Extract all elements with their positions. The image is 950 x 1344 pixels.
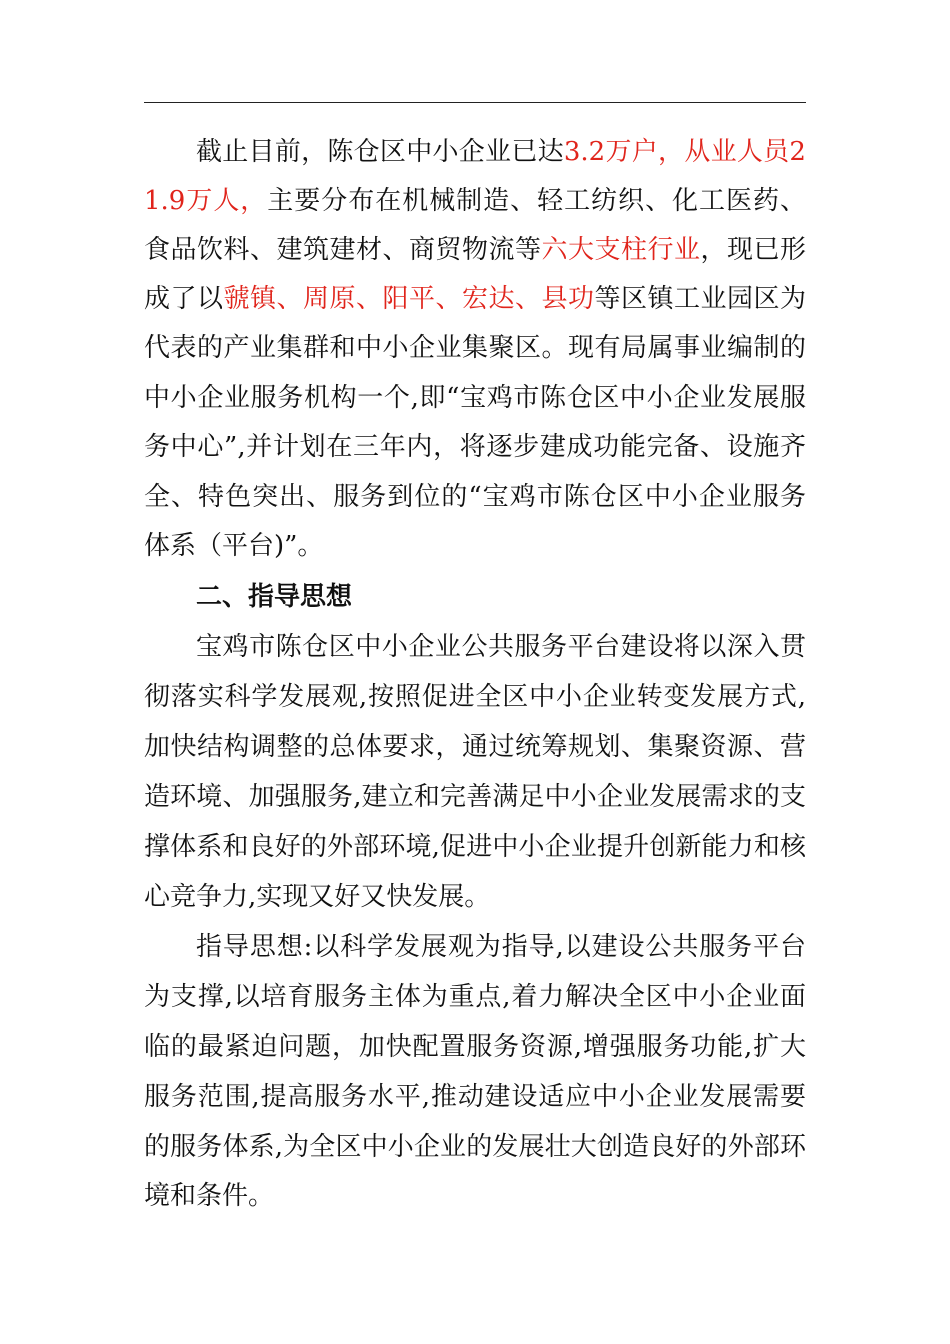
text-run: 食品饮料、建筑建材、商贸物流等: [144, 235, 542, 265]
text-run: ，现已形: [700, 235, 806, 265]
paragraph-1-line-7: 务中心”,并计划在三年内，将逐步建成功能完备、设施齐: [144, 432, 806, 462]
paragraph-3-line-3: 临的最紧迫问题，加快配置服务资源,增强服务功能,扩大: [144, 1032, 806, 1062]
paragraph-1-line-3: [144, 225, 806, 275]
paragraph-2-line-4: 造环境、加强服务,建立和完善满足中小企业发展需求的支: [144, 782, 806, 812]
text-run: 成了以: [144, 284, 224, 314]
highlight-enterprise-count: 3.2万户，从业人员2: [563, 137, 806, 167]
highlight-pillar-industries: 六大支柱行业: [541, 235, 701, 265]
paragraph-1-line-8: 全、特色突出、服务到位的“宝鸡市陈仓区中小企业服务: [144, 482, 806, 512]
text-run: 等区镇工业园区为: [594, 284, 806, 314]
paragraph-2-line-2: 彻落实科学发展观,按照促进全区中小企业转变发展方式,: [144, 682, 806, 712]
text-run: 截止目前，陈仓区中小企业已达: [196, 137, 564, 167]
paragraph-1-line-6: 中小企业服务机构一个,即“宝鸡市陈仓区中小企业发展服: [144, 383, 806, 413]
paragraph-3-line-6: 境和条件。: [144, 1181, 275, 1211]
paragraph-3-line-4: 服务范围,提高服务水平,推动建设适应中小企业发展需要: [144, 1082, 806, 1112]
paragraph-2-line-5: 撑体系和良好的外部环境,促进中小企业提升创新能力和核: [144, 832, 806, 862]
paragraph-2-line-3: 加快结构调整的总体要求，通过统筹规划、集聚资源、营: [144, 732, 806, 762]
paragraph-1-line-2: [144, 176, 806, 226]
text-run: 主要分布在机械制造、轻工纺织、化工医药、: [267, 186, 806, 216]
paragraph-3-line-1: 指导思想:以科学发展观为指导,以建设公共服务平台: [196, 932, 806, 962]
highlight-towns: 虢镇、周原、阳平、宏达、县功: [223, 284, 595, 314]
paragraph-1-line-4: [144, 274, 806, 324]
section-heading: 二、指导思想: [196, 582, 353, 612]
paragraph-3-line-2: 为支撑,以培育服务主体为重点,着力解决全区中小企业面: [144, 982, 806, 1012]
paragraph-1-line-1: [196, 127, 806, 177]
paragraph-3-line-5: 的服务体系,为全区中小企业的发展壮大创造良好的外部环: [144, 1132, 806, 1162]
paragraph-2-line-1: 宝鸡市陈仓区中小企业公共服务平台建设将以深入贯: [196, 632, 806, 662]
highlight-employee-count: 1.9万人，: [144, 186, 268, 216]
paragraph-2-line-6: 心竞争力,实现又好又快发展。: [144, 882, 491, 912]
paragraph-1-line-5: 代表的产业集群和中小企业集聚区。现有局属事业编制的: [144, 333, 806, 363]
header-rule: [144, 102, 806, 103]
paragraph-1-line-9: 体系（平台)”。: [144, 531, 324, 561]
